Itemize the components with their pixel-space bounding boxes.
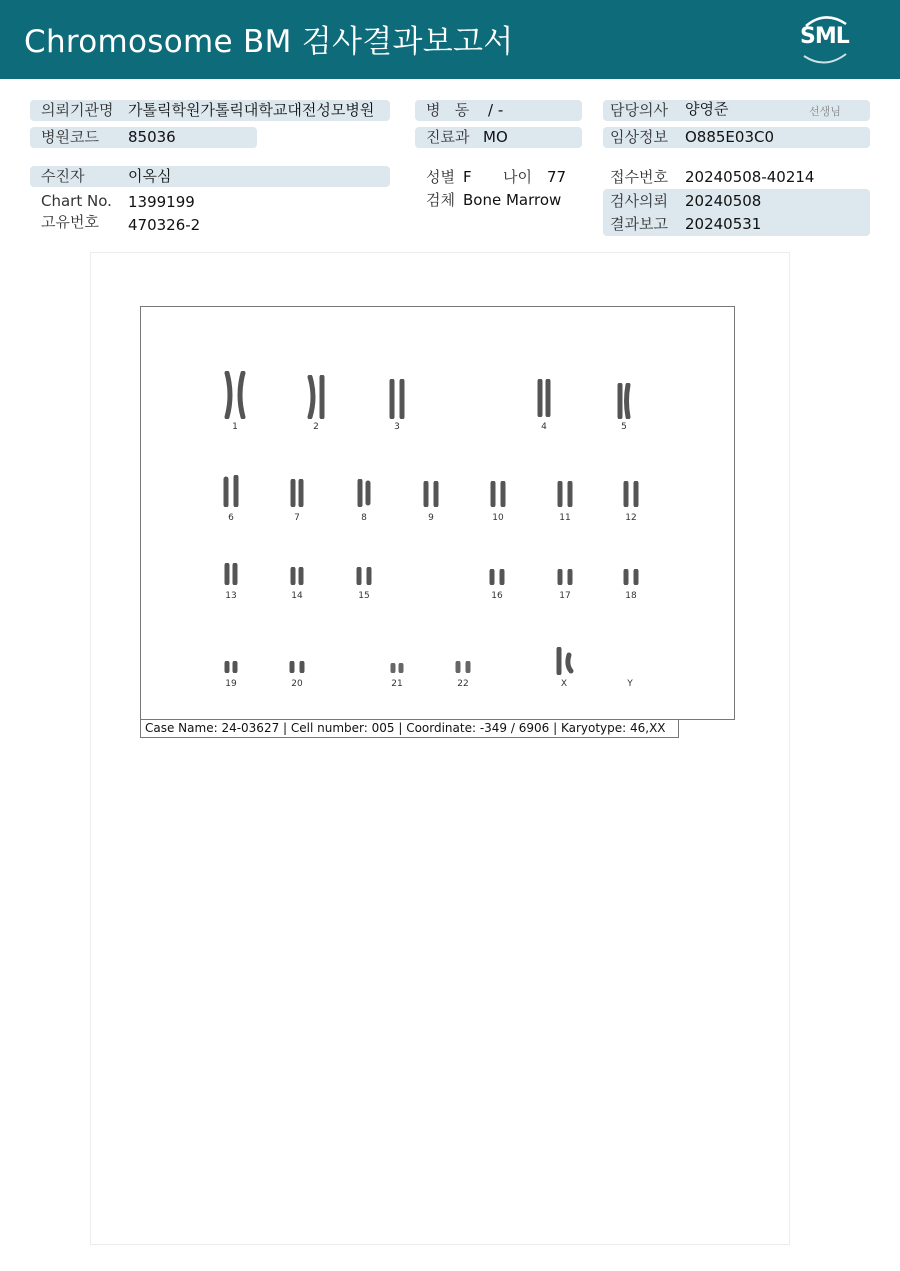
chromosome-label: 17 xyxy=(559,591,571,601)
chromosome-12 xyxy=(619,471,643,527)
doctor-label: 담당의사 xyxy=(610,101,668,119)
chromosome-3 xyxy=(385,371,409,437)
ward-value: / - xyxy=(488,101,504,119)
chromosome-label: 4 xyxy=(541,422,547,432)
chromosome-label: 21 xyxy=(391,679,403,689)
chromosome-pair-icon xyxy=(620,569,642,585)
chromosome-label: 15 xyxy=(358,591,370,601)
logo-text: SML xyxy=(800,24,849,49)
chromosome-pair-icon xyxy=(487,481,509,507)
chromosome-label: 22 xyxy=(457,679,469,689)
chromosome-5 xyxy=(612,371,636,437)
chromosome-4 xyxy=(532,371,556,437)
karyotype-caption: Case Name: 24-03627 | Cell number: 005 | Coordinate: -349 / 6906 | Karyotype: 46,XX xyxy=(140,719,679,738)
chromosome-pair-icon xyxy=(354,479,374,507)
chromosome-label: 2 xyxy=(313,422,319,432)
chromosome-14 xyxy=(285,559,309,605)
request-date-value: 20240508 xyxy=(685,192,762,210)
chromosome-pair-icon xyxy=(486,569,508,585)
chromosome-pair-icon xyxy=(220,475,242,507)
chromosome-6 xyxy=(219,471,243,527)
chromosome-pair-icon xyxy=(386,379,408,419)
department-label: 진료과 xyxy=(426,128,470,146)
chromosome-8 xyxy=(352,471,376,527)
chromosome-label: 10 xyxy=(492,513,504,523)
age-label: 나이 xyxy=(503,168,532,186)
receipt-value: 20240508-40214 xyxy=(685,168,815,186)
institution-label: 의뢰기관명 xyxy=(41,101,114,119)
report-header xyxy=(0,0,900,79)
chromosome-11 xyxy=(553,471,577,527)
chromosome-20 xyxy=(285,647,309,693)
chromosome-label: 5 xyxy=(621,422,627,432)
chromosome-pair-icon xyxy=(287,567,307,585)
chromosome-label: 1 xyxy=(232,422,238,432)
sex-value: F xyxy=(463,168,472,186)
chromosome-15 xyxy=(352,559,376,605)
unique-no-label: 고유번호 xyxy=(41,213,99,231)
chromosome-x xyxy=(552,647,576,693)
chromosome-label: 12 xyxy=(625,513,637,523)
unique-no-value: 470326-2 xyxy=(128,216,201,234)
chromosome-label: 18 xyxy=(625,591,637,601)
chromosome-17 xyxy=(553,559,577,605)
chromosome-label: X xyxy=(560,679,568,689)
patient-value: 이옥심 xyxy=(128,167,172,185)
chromosome-label: 9 xyxy=(428,513,434,523)
chromosome-21 xyxy=(385,647,409,693)
hospital-code-label: 병원코드 xyxy=(41,128,99,146)
chromosome-19 xyxy=(219,647,243,693)
chromosome-pair-icon xyxy=(286,661,308,673)
chromosome-22 xyxy=(451,647,475,693)
chromosome-label: 7 xyxy=(294,513,300,523)
chromosome-label: 3 xyxy=(394,422,400,432)
hospital-code-value: 85036 xyxy=(128,128,176,146)
ward-label: 병 동 xyxy=(426,101,470,119)
karyogram xyxy=(140,306,735,720)
chromosome-label: 6 xyxy=(228,513,234,523)
chromosome-1 xyxy=(223,371,247,437)
specimen-value: Bone Marrow xyxy=(463,191,562,209)
chromosome-label: Y xyxy=(627,679,633,689)
chromosome-y xyxy=(618,647,642,693)
chromosome-pair-icon xyxy=(554,569,576,585)
chromosome-pair-icon xyxy=(452,661,474,673)
chromosome-pair-icon xyxy=(287,479,307,507)
chromosome-pair-icon xyxy=(304,375,328,419)
chromosome-pair-icon xyxy=(620,481,642,507)
chromosome-9 xyxy=(419,471,443,527)
clinical-value: O885E03C0 xyxy=(685,128,775,146)
specimen-label: 검체 xyxy=(426,191,455,209)
receipt-label: 접수번호 xyxy=(610,168,668,186)
sex-label: 성별 xyxy=(426,168,455,186)
institution-value: 가톨릭학원가톨릭대학교대전성모병원 xyxy=(128,101,375,119)
chromosome-18 xyxy=(619,559,643,605)
chromosome-pair-icon xyxy=(223,371,247,419)
chromosome-label: 19 xyxy=(225,679,237,689)
department-value: MO xyxy=(483,128,508,146)
clinical-label: 임상정보 xyxy=(610,128,668,146)
report-title: Chromosome BM 검사결과보고서 xyxy=(24,24,514,60)
sml-logo xyxy=(796,12,854,68)
report-date-value: 20240531 xyxy=(685,215,762,233)
chromosome-10 xyxy=(486,471,510,527)
report-date-label: 결과보고 xyxy=(610,215,668,233)
chromosome-pair-icon xyxy=(553,647,575,675)
chromosome-label: 20 xyxy=(291,679,303,689)
chromosome-label: 8 xyxy=(361,513,367,523)
chromosome-pair-icon xyxy=(613,383,635,419)
chromosome-pair-icon xyxy=(353,567,375,585)
chromosome-13 xyxy=(219,559,243,605)
chromosome-pair-icon xyxy=(420,481,442,507)
chromosome-16 xyxy=(485,559,509,605)
chromosome-pair-icon xyxy=(387,663,407,673)
chromosome-pair-icon xyxy=(221,563,241,585)
chromosome-label: 14 xyxy=(291,591,303,601)
chromosome-label: 13 xyxy=(225,591,237,601)
chart-no-value: 1399199 xyxy=(128,193,195,211)
chromosome-label: 11 xyxy=(559,513,571,523)
request-date-label: 검사의뢰 xyxy=(610,192,668,210)
chromosome-pair-icon xyxy=(221,661,241,673)
chromosome-pair-icon xyxy=(533,379,555,417)
chromosome-2 xyxy=(304,371,328,437)
doctor-value: 양영준 xyxy=(685,100,729,118)
patient-label: 수진자 xyxy=(41,167,85,185)
chart-no-label: Chart No. xyxy=(41,192,112,210)
doctor-suffix: 선생님 xyxy=(809,105,841,118)
chromosome-label: 16 xyxy=(491,591,503,601)
chromosome-7 xyxy=(285,471,309,527)
age-value: 77 xyxy=(547,168,567,186)
chromosome-pair-icon xyxy=(554,481,576,507)
